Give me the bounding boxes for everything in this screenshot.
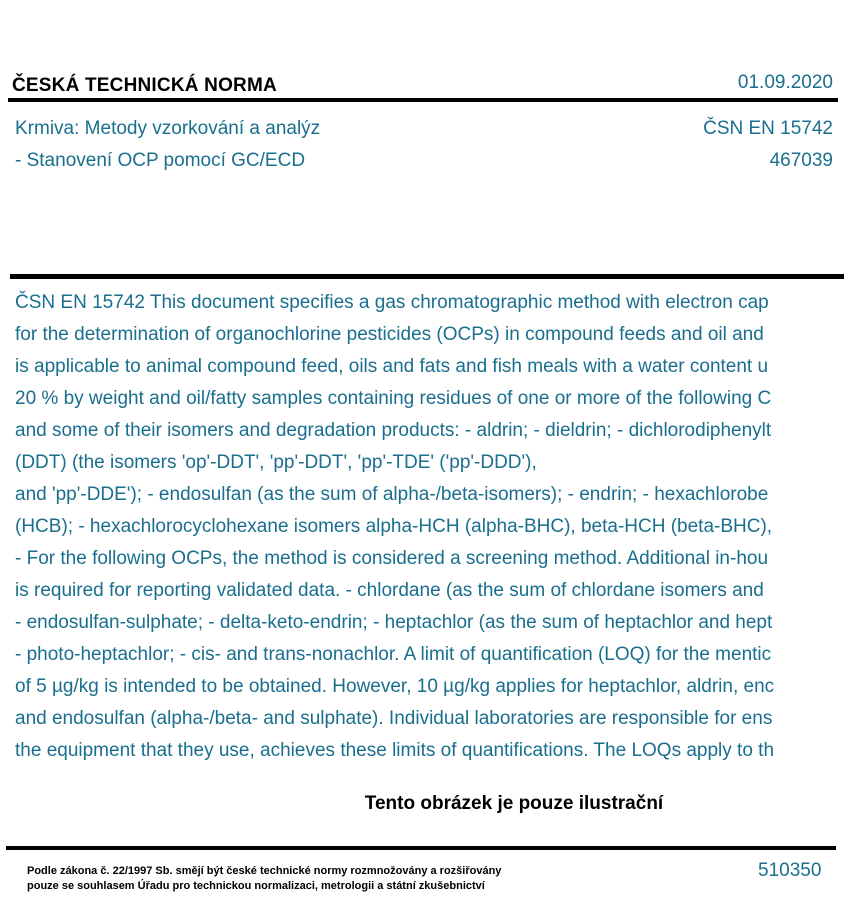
abstract-line: for the determination of organochlorine pesticides (OCPs) in compound feeds and oil and	[15, 324, 764, 345]
legal-notice-line-2: pouze se souhlasem Úřadu pro technickou normalizaci, metrologii a státní zkušebnictví	[27, 880, 485, 892]
header-divider	[8, 98, 838, 102]
abstract-line: - For the following OCPs, the method is considered a screening method. Additional in-hou	[15, 548, 769, 569]
legal-notice	[27, 864, 501, 894]
legal-notice-line-1: Podle zákona č. 22/1997 Sb. smějí být české technické normy rozmnožovány a rozšiřovány	[27, 865, 502, 877]
abstract-line: and endosulfan (alpha-/beta- and sulphate). Individual laboratories are responsible for ens	[15, 708, 773, 729]
abstract-line: is applicable to animal compound feed, oils and fats and fish meals with a water content u	[15, 356, 769, 377]
abstract-line: (HCB); - hexachlorocyclohexane isomers alpha-HCH (alpha-BHC), beta-HCH (beta-BHC),	[15, 516, 773, 537]
abstract-text	[15, 290, 865, 770]
norm-designation: ČSN EN 15742	[703, 118, 833, 139]
abstract-line: is required for reporting validated data. - chlordane (as the sum of chlordane isomers and	[15, 580, 764, 601]
abstract-line: the equipment that they use, achieves these limits of quantifications. The LOQs apply to th	[15, 740, 775, 761]
title-line-1: Krmiva: Metody vzorkování a analýz	[15, 118, 321, 139]
abstract-line: 20 % by weight and oil/fatty samples containing residues of one or more of the following C	[15, 388, 772, 409]
illustration-note: Tento obrázek je pouze ilustrační	[364, 793, 664, 814]
catalog-code: 510350	[758, 860, 822, 881]
publication-date: 01.09.2020	[737, 72, 833, 93]
classification-number: 467039	[769, 150, 833, 171]
document-type-heading: ČESKÁ TECHNICKÁ NORMA	[12, 75, 277, 96]
title-line-2: - Stanovení OCP pomocí GC/ECD	[15, 150, 306, 171]
abstract-line: of 5 µg/kg is intended to be obtained. However, 10 µg/kg applies for heptachlor, aldrin, enc	[15, 676, 775, 697]
abstract-line: (DDT) (the isomers 'op'-DDT', 'pp'-DDT', 'pp'-TDE' ('pp'-DDD'),	[15, 452, 537, 473]
abstract-line: ČSN EN 15742 This document specifies a gas chromatographic method with electron cap	[15, 292, 769, 313]
abstract-line: - endosulfan-sulphate; - delta-keto-endrin; - heptachlor (as the sum of heptachlor and hept	[15, 612, 773, 633]
abstract-line: and some of their isomers and degradation products: - aldrin; - dieldrin; - dichlorodiphenylt	[15, 420, 772, 441]
abstract-line: - photo-heptachlor; - cis- and trans-nonachlor. A limit of quantification (LOQ) for the mentic	[15, 644, 772, 665]
footer-divider	[6, 846, 836, 850]
abstract-line: and 'pp'-DDE'); - endosulfan (as the sum of alpha-/beta-isomers); - endrin; - hexachlorobe	[15, 484, 769, 505]
title-divider	[10, 274, 844, 279]
